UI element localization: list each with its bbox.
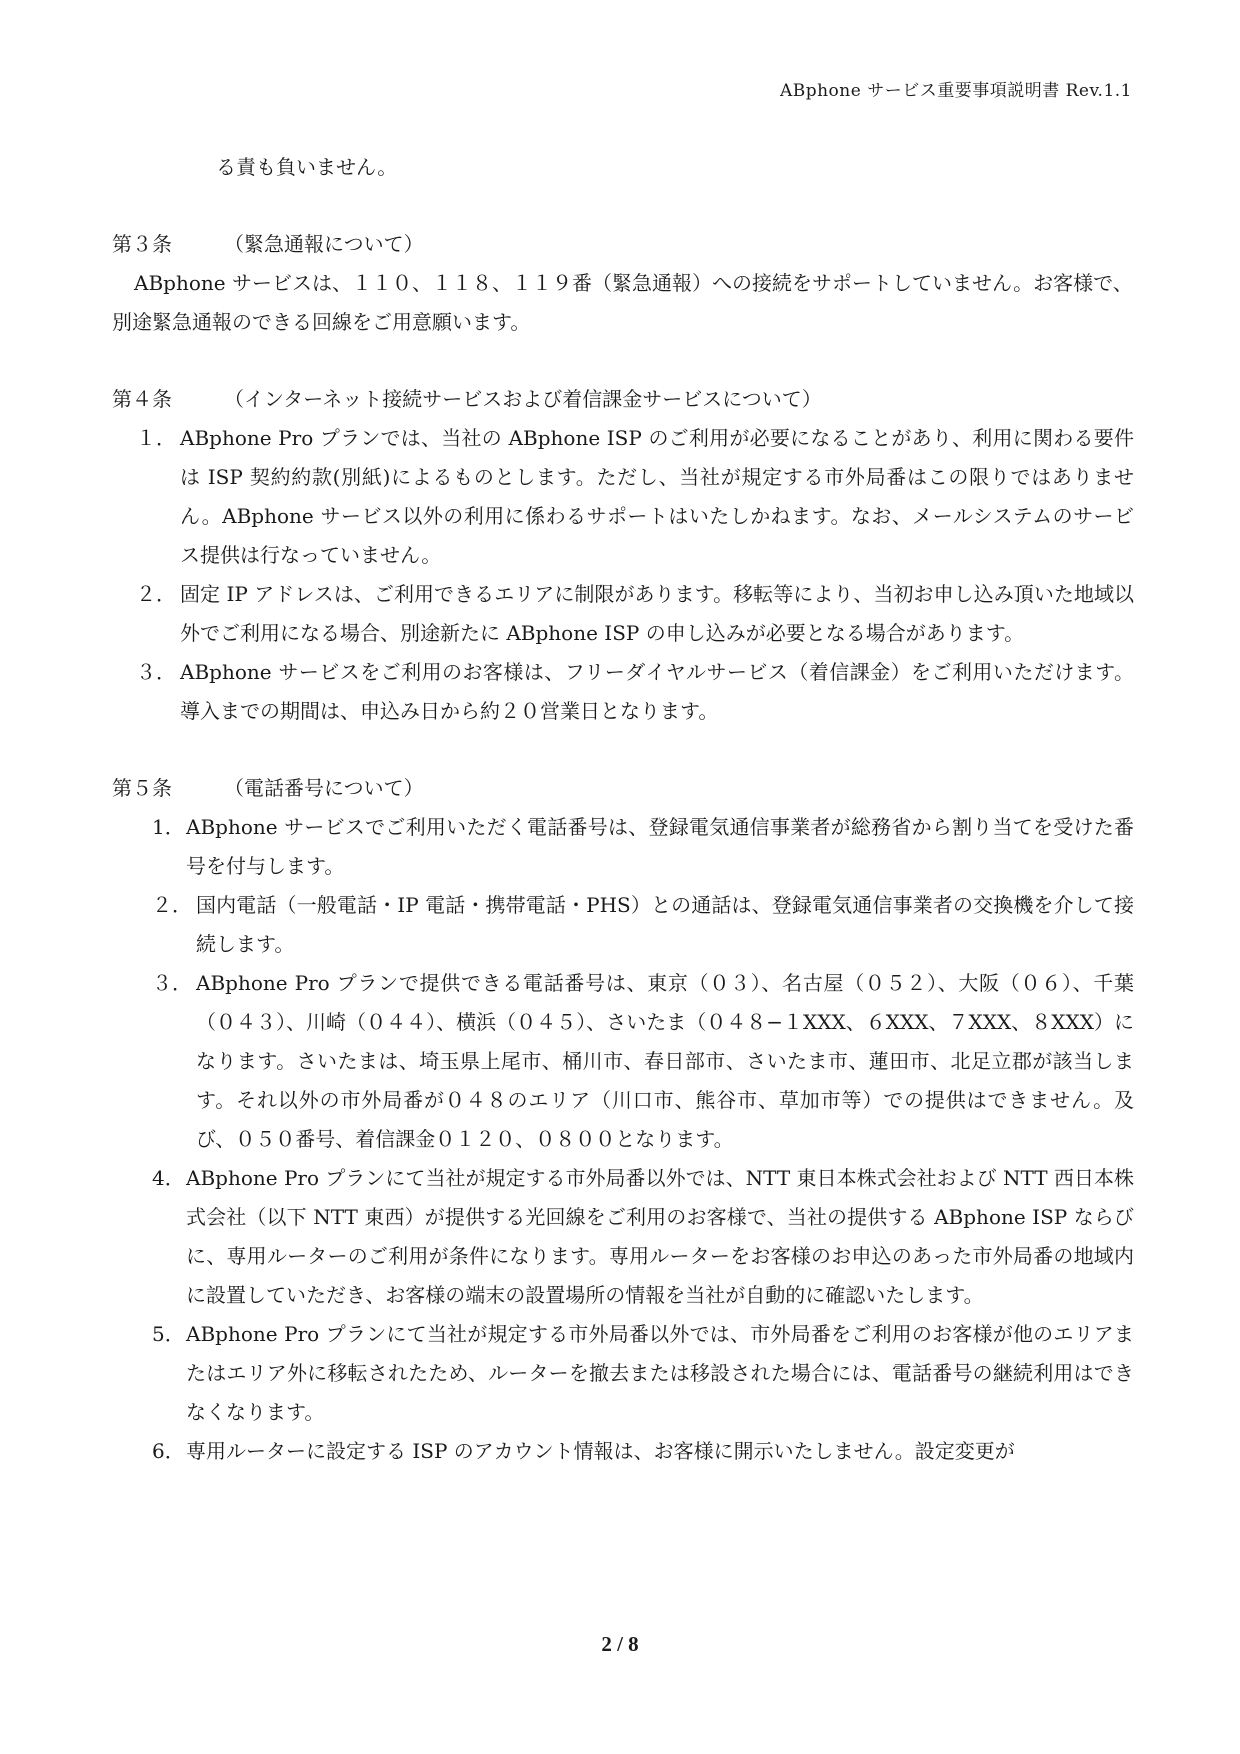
list-item-text: ABphone Pro プランでは、当社の ABphone ISP のご利用が必要になることがあり、利用に関わる要件は ISP 契約約款(別紙)によるものとします。ただし、当社が規定する市外局番はこの限りではありません。ABphone サービス以外の利用に係わるサポートはいたしかねます。なお、メールシステムのサービス提供は行なっていません。 bbox=[180, 426, 1134, 567]
list-item bbox=[136, 419, 1134, 575]
list-item bbox=[152, 886, 1134, 964]
list-item bbox=[152, 964, 1134, 1159]
list-item-text: ABphone Pro プランで提供できる電話番号は、東京（０３）、名古屋（０５２）、大阪（０６）、千葉（０４３）、川崎（０４４）、横浜（０４５）、さいたま（０４８−１XXX、６XXX、７XXX、８XXX）になります。さいたまは、埼玉県上尾市、桶川市、春日部市、さいたま市、蓮田市、北足立郡が該当します。それ以外の市外局番が０４８のエリア（川口市、熊谷市、草加市等）での提供はできません。及び、０５０番号、着信課金０１２０、０８００となります。 bbox=[196, 971, 1134, 1151]
list-item bbox=[136, 575, 1134, 653]
page-number: 2 / 8 bbox=[601, 1632, 639, 1656]
list-item-number: 5． bbox=[152, 1322, 185, 1346]
list-item-number: ３． bbox=[152, 971, 192, 995]
list-item bbox=[136, 653, 1134, 731]
list-item-text: ABphone Pro プランにて当社が規定する市外局番以外では、市外局番をご利用のお客様が他のエリアまたはエリア外に移転されたため、ルーターを撤去または移設された場合には、電話番号の継続利用はできなくなります。 bbox=[186, 1322, 1134, 1424]
article-3-heading bbox=[112, 225, 1134, 264]
article-3-title: （緊急通報について） bbox=[224, 232, 424, 256]
article-5-number: 第５条 bbox=[112, 776, 172, 800]
article-5-title: （電話番号について） bbox=[224, 776, 424, 800]
article-5-list bbox=[112, 808, 1134, 1471]
list-item-text: ABphone Pro プランにて当社が規定する市外局番以外では、NTT 東日本株式会社および NTT 西日本株式会社（以下 NTT 東西）が提供する光回線をご利用のお客様で、当社の提供する ABphone ISP ならびに、専用ルーターのご利用が条件になります。専用ルーターをお客様のお申込のあった市外局番の地域内に設置していただき、お客様の端末の設置場所の情報を当社が自動的に確認いたします。 bbox=[186, 1166, 1134, 1307]
article-5 bbox=[112, 769, 1134, 1471]
article-4-list bbox=[112, 419, 1134, 731]
list-item-text: 固定 IP アドレスは、ご利用できるエリアに制限があります。移転等により、当初お申し込み頂いた地域以外でご利用になる場合、別途新たに ABphone ISP の申し込みが必要となる場合があります。 bbox=[180, 582, 1134, 645]
document-body bbox=[112, 148, 1134, 1471]
list-item-text: 国内電話（一般電話・IP 電話・携帯電話・PHS）との通話は、登録電気通信事業者の交換機を介して接続します。 bbox=[196, 893, 1134, 956]
list-item-number: ２． bbox=[136, 582, 176, 606]
article-3-number: 第３条 bbox=[112, 232, 172, 256]
list-item-number: 1． bbox=[152, 815, 185, 839]
article-4-title: （インターネット接続サービスおよび着信課金サービスについて） bbox=[224, 387, 822, 411]
article-3-paragraph: ABphone サービスは、１１０、１１８、１１９番（緊急通報）への接続をサポートしていません。お客様で、別途緊急通報のできる回線をご用意願います。 bbox=[112, 271, 1133, 334]
list-item-number: ３． bbox=[136, 660, 176, 684]
list-item-number: 4． bbox=[152, 1166, 185, 1190]
article-4 bbox=[112, 380, 1134, 731]
list-item bbox=[152, 808, 1134, 886]
list-item-text: 専用ルーターに設定する ISP のアカウント情報は、お客様に開示いたしません。設定変更が bbox=[186, 1439, 1015, 1463]
list-item bbox=[152, 1432, 1134, 1471]
list-item-number: １． bbox=[136, 426, 176, 450]
article-3 bbox=[112, 225, 1134, 342]
list-item bbox=[152, 1159, 1134, 1315]
list-item-text: ABphone サービスでご利用いただく電話番号は、登録電気通信事業者が総務省から割り当てを受けた番号を付与します。 bbox=[186, 815, 1134, 878]
document-header: ABphone サービス重要事項説明書 Rev.1.1 bbox=[779, 81, 1132, 101]
list-item-number: ２． bbox=[152, 893, 192, 917]
list-item-number: 6． bbox=[152, 1439, 185, 1463]
article-5-heading bbox=[112, 769, 1134, 808]
continuation-text: る責も負いません。 bbox=[216, 155, 398, 179]
article-4-number: 第４条 bbox=[112, 387, 172, 411]
article-4-heading bbox=[112, 380, 1134, 419]
list-item bbox=[152, 1315, 1134, 1432]
list-item-text: ABphone サービスをご利用のお客様は、フリーダイヤルサービス（着信課金）をご利用いただけます。導入までの期間は、申込み日から約２０営業日となります。 bbox=[180, 660, 1134, 723]
